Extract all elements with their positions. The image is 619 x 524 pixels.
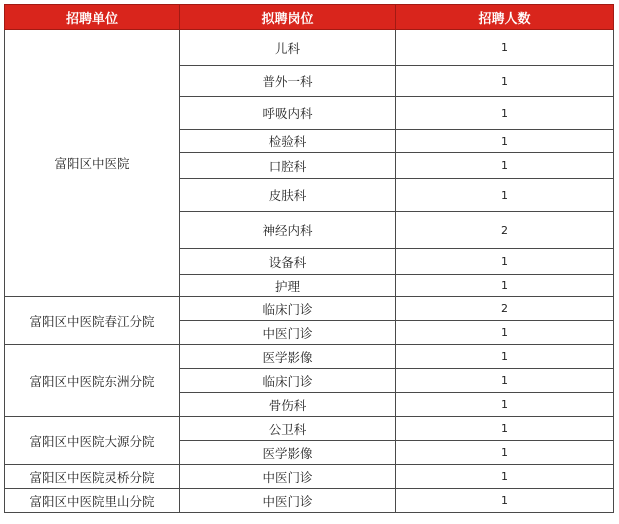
count-cell: 1 [396, 275, 614, 297]
count-cell: 1 [396, 130, 614, 153]
count-cell: 1 [396, 465, 614, 489]
position-cell: 中医门诊 [180, 489, 396, 513]
count-cell: 1 [396, 393, 614, 417]
recruitment-table [4, 4, 614, 513]
unit-cell: 富阳区中医院 [5, 30, 180, 297]
count-cell: 2 [396, 297, 614, 321]
position-cell: 骨伤科 [180, 393, 396, 417]
count-cell: 1 [396, 97, 614, 130]
count-cell: 1 [396, 345, 614, 369]
count-cell: 1 [396, 153, 614, 179]
count-cell: 2 [396, 212, 614, 249]
unit-cell: 富阳区中医院大源分院 [5, 417, 180, 465]
count-cell: 1 [396, 369, 614, 393]
count-cell: 1 [396, 441, 614, 465]
header-position: 拟聘岗位 [180, 5, 396, 30]
position-cell: 皮肤科 [180, 179, 396, 212]
table-row [5, 417, 614, 441]
position-cell: 设备科 [180, 249, 396, 275]
table-body [5, 30, 614, 513]
count-cell: 1 [396, 321, 614, 345]
unit-cell: 富阳区中医院里山分院 [5, 489, 180, 513]
table-row [5, 465, 614, 489]
table-row [5, 297, 614, 321]
unit-cell: 富阳区中医院东洲分院 [5, 345, 180, 417]
count-cell: 1 [396, 489, 614, 513]
count-cell: 1 [396, 30, 614, 66]
count-cell: 1 [396, 249, 614, 275]
table-row [5, 489, 614, 513]
position-cell: 普外一科 [180, 66, 396, 97]
header-row [5, 5, 614, 30]
unit-cell: 富阳区中医院春江分院 [5, 297, 180, 345]
header-count: 招聘人数 [396, 5, 614, 30]
position-cell: 中医门诊 [180, 465, 396, 489]
position-cell: 口腔科 [180, 153, 396, 179]
table-row [5, 345, 614, 369]
header-unit: 招聘单位 [5, 5, 180, 30]
position-cell: 神经内科 [180, 212, 396, 249]
position-cell: 临床门诊 [180, 297, 396, 321]
position-cell: 儿科 [180, 30, 396, 66]
count-cell: 1 [396, 179, 614, 212]
position-cell: 检验科 [180, 130, 396, 153]
count-cell: 1 [396, 417, 614, 441]
table-row [5, 30, 614, 66]
position-cell: 呼吸内科 [180, 97, 396, 130]
position-cell: 临床门诊 [180, 369, 396, 393]
position-cell: 中医门诊 [180, 321, 396, 345]
position-cell: 护理 [180, 275, 396, 297]
position-cell: 医学影像 [180, 345, 396, 369]
position-cell: 医学影像 [180, 441, 396, 465]
unit-cell: 富阳区中医院灵桥分院 [5, 465, 180, 489]
table-header [5, 5, 614, 30]
position-cell: 公卫科 [180, 417, 396, 441]
count-cell: 1 [396, 66, 614, 97]
